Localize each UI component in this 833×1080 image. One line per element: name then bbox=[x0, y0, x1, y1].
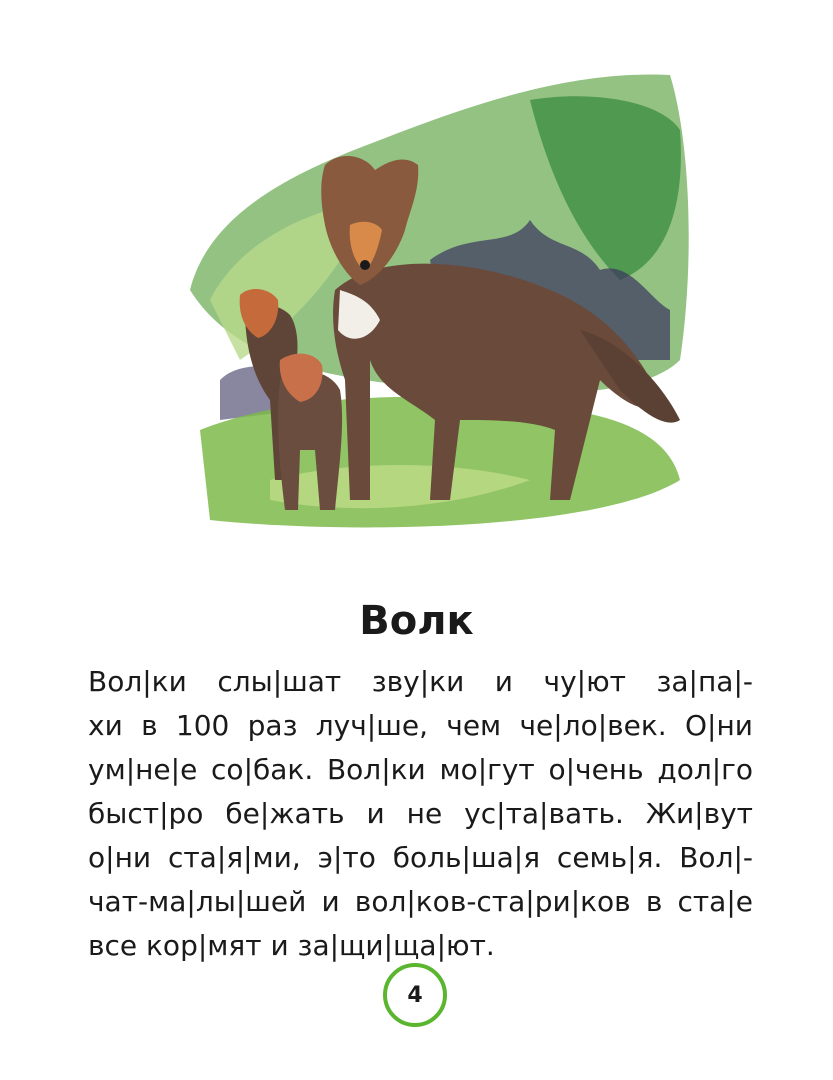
text-line: быст|ро бе|жать и не ус|та|вать. Жи|вут bbox=[88, 797, 753, 830]
wolf-illustration bbox=[150, 60, 700, 540]
story-text bbox=[88, 660, 753, 968]
text-line: все кор|мят и за|щи|ща|ют. bbox=[88, 929, 495, 962]
text-line: о|ни ста|я|ми, э|то боль|ша|я семь|я. Вол|- bbox=[88, 841, 753, 874]
text-line: ум|не|е со|бак. Вол|ки мо|гут о|чень дол|го bbox=[88, 753, 753, 786]
page-title: Волк bbox=[359, 598, 474, 644]
text-line: Вол|ки слы|шат зву|ки и чу|ют за|па|- bbox=[88, 665, 753, 698]
text-line: хи в 100 раз луч|ше, чем че|ло|век. О|ни bbox=[88, 709, 753, 742]
wolf-nose bbox=[360, 260, 370, 270]
page-number-badge bbox=[383, 963, 447, 1027]
text-line: чат-ма|лы|шей и вол|ков-ста|ри|ков в ста|е bbox=[88, 885, 753, 918]
page-number: 4 bbox=[407, 982, 423, 1008]
